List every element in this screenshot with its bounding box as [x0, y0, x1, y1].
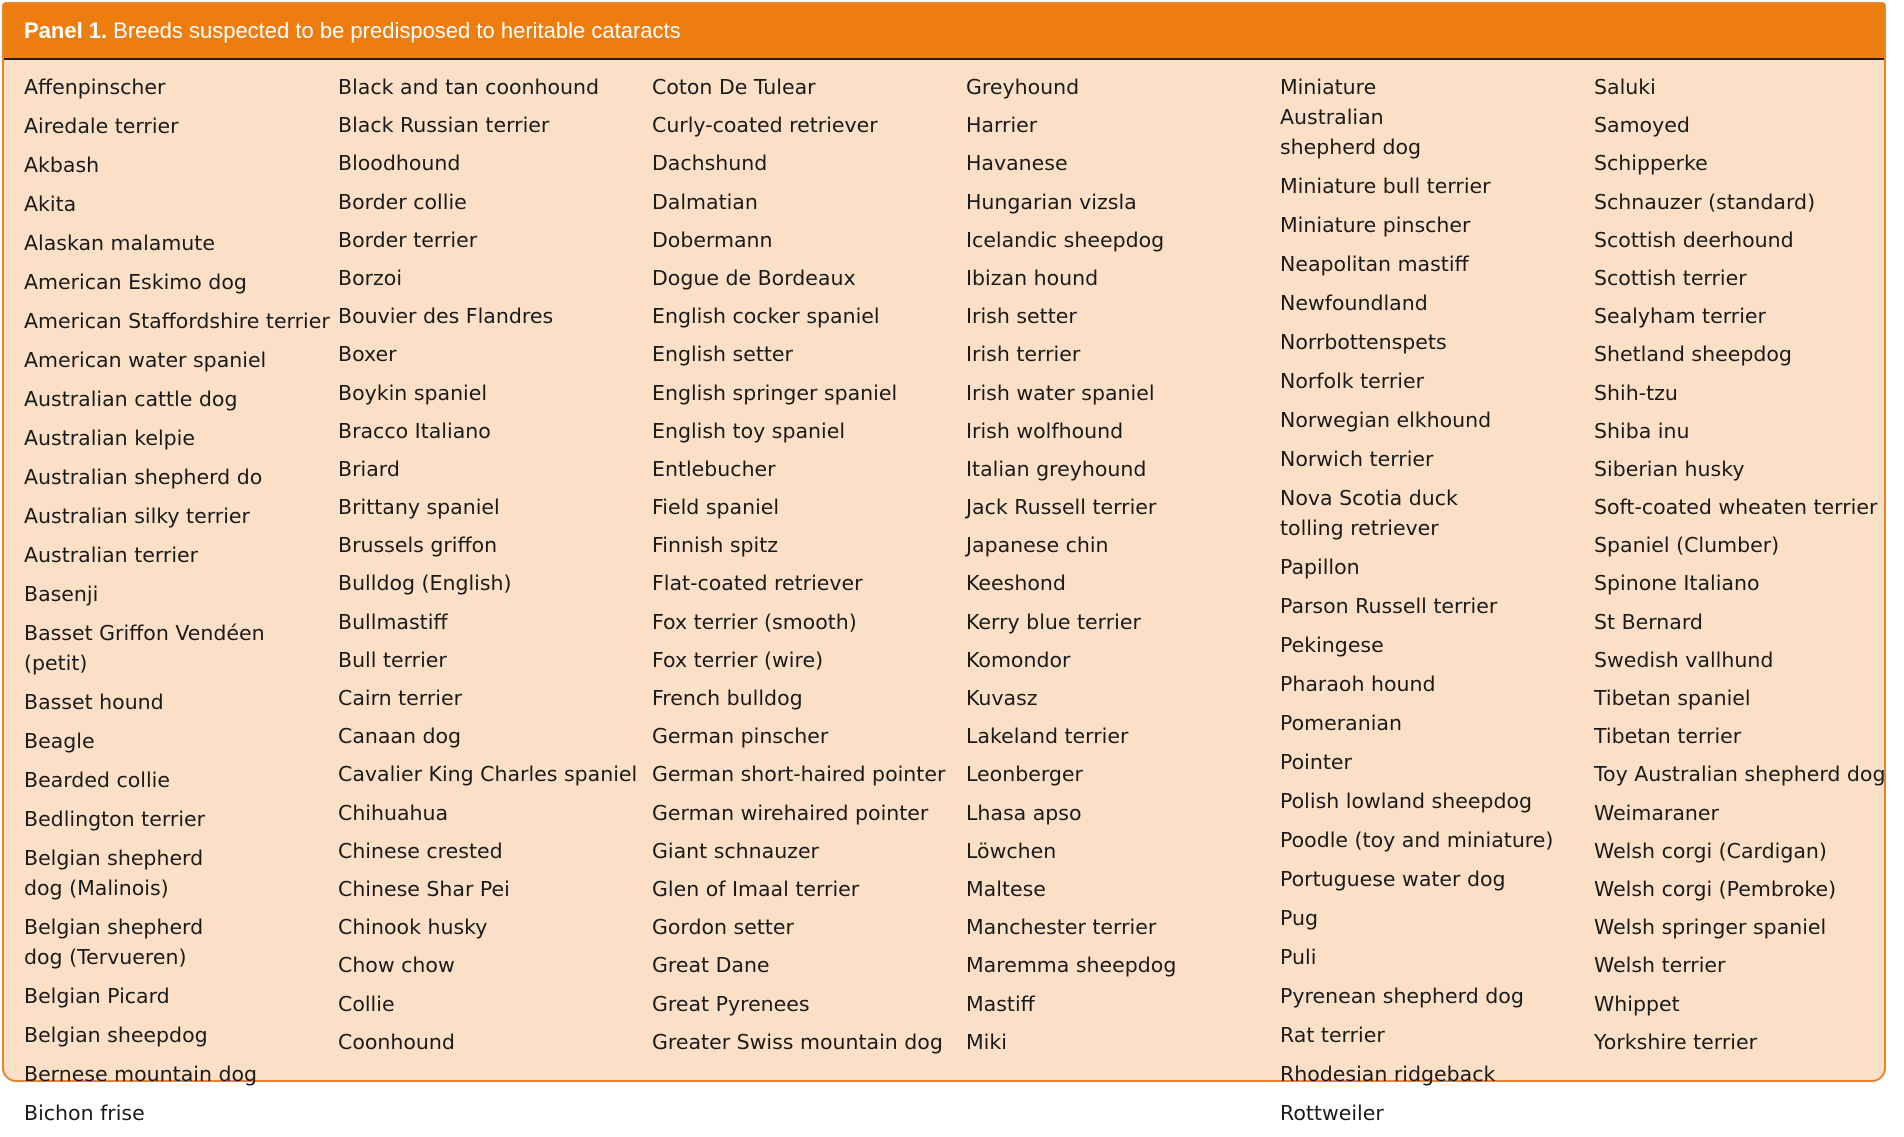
breed-item: English setter — [652, 342, 793, 367]
breed-item: Great Dane — [652, 953, 770, 978]
breed-item: Bouvier des Flandres — [338, 304, 554, 329]
breed-item: Italian greyhound — [966, 456, 1147, 481]
breed-item: Portuguese water dog — [1280, 867, 1506, 891]
breed-item: German wirehaired pointer — [652, 800, 929, 825]
breed-item: German short-haired pointer — [652, 762, 946, 787]
breed-item: Pomeranian — [1280, 711, 1402, 735]
breed-item: Sealyham terrier — [1594, 304, 1766, 329]
breed-item: Irish terrier — [966, 342, 1081, 367]
breed-item: Great Pyrenees — [652, 991, 810, 1016]
breed-item: Siberian husky — [1594, 456, 1745, 481]
breed-item: Lhasa apso — [966, 800, 1082, 825]
breed-item: Rat terrier — [1280, 1023, 1385, 1047]
breed-item: Neapolitan mastiff — [1280, 252, 1469, 276]
breed-item: Airedale terrier — [24, 114, 179, 138]
breed-item: Irish wolfhound — [966, 418, 1124, 443]
breed-column-3 — [652, 72, 962, 1065]
breed-item: Australian terrier — [24, 543, 199, 567]
breed-item: Polish lowland sheepdog — [1280, 789, 1533, 813]
breed-item: Scottish deerhound — [1594, 227, 1794, 252]
breed-item: Belgian shepherd dog (Tervueren) — [24, 915, 204, 969]
breed-item: Bullmastiff — [338, 609, 448, 634]
panel-title: Breeds suspected to be predisposed to heritable cataracts — [113, 18, 681, 43]
breed-item: Bracco Italiano — [338, 418, 491, 443]
breed-item: Australian kelpie — [24, 426, 195, 450]
breed-item: Soft-coated wheaten terrier — [1594, 495, 1878, 520]
breed-item: Rhodesian ridgeback — [1280, 1062, 1496, 1086]
breed-item: Leonberger — [966, 762, 1083, 787]
breed-item: Briard — [338, 456, 400, 481]
breed-item: Kerry blue terrier — [966, 609, 1141, 634]
breed-item: Brittany spaniel — [338, 495, 500, 520]
breed-item: American Staffordshire terrier — [24, 309, 330, 333]
breed-item: Alaskan malamute — [24, 231, 215, 255]
panel-header — [4, 4, 1884, 60]
breed-item: Chinese Shar Pei — [338, 876, 510, 901]
breed-item: Bulldog (English) — [338, 571, 512, 596]
breed-column-1 — [24, 72, 334, 1137]
breed-item: Chinook husky — [338, 915, 488, 940]
breed-item: Pyrenean shepherd dog — [1280, 984, 1524, 1008]
breed-item: American water spaniel — [24, 348, 267, 372]
breed-item: French bulldog — [652, 686, 803, 710]
breed-item: Toy Australian shepherd dog — [1594, 762, 1886, 787]
breed-item: Bull terrier — [338, 647, 447, 672]
breed-column-6 — [1594, 72, 1904, 1065]
breed-item: Komondor — [966, 647, 1071, 672]
breed-item: Canaan dog — [338, 724, 462, 749]
breed-item: Belgian sheepdog — [24, 1023, 208, 1047]
breed-item: Spaniel (Clumber) — [1594, 533, 1780, 558]
breed-item: Welsh corgi (Pembroke) — [1594, 876, 1837, 901]
breed-item: American Eskimo dog — [24, 270, 247, 294]
breed-item: Black and tan coonhound — [338, 75, 600, 99]
breed-item: Welsh springer spaniel — [1594, 915, 1827, 940]
breed-item: Collie — [338, 991, 395, 1016]
breed-column-2 — [338, 72, 648, 1065]
breed-item: Greater Swiss mountain dog — [652, 1029, 943, 1054]
breed-item: Chihuahua — [338, 800, 449, 825]
breed-item: Finnish spitz — [652, 533, 779, 558]
breed-item: Belgian Picard — [24, 984, 170, 1008]
breed-item: Swedish vallhund — [1594, 647, 1774, 672]
breed-item: Pekingese — [1280, 633, 1384, 657]
breed-item: Boykin spaniel — [338, 380, 488, 405]
breed-item: Puli — [1280, 945, 1317, 969]
breed-item: Kuvasz — [966, 686, 1038, 710]
breed-item: Manchester terrier — [966, 915, 1157, 940]
breed-item: Fox terrier (wire) — [652, 647, 824, 672]
breed-item: Australian silky terrier — [24, 504, 250, 528]
panel-label: Panel 1. — [24, 18, 108, 43]
breed-item: Dobermann — [652, 227, 773, 252]
breed-item: St Bernard — [1594, 609, 1703, 634]
breed-item: Lakeland terrier — [966, 724, 1129, 749]
breed-item: Saluki — [1594, 75, 1656, 99]
breed-item: Maltese — [966, 876, 1046, 901]
breed-item: Norwich terrier — [1280, 447, 1434, 471]
breed-item: Miniature Australian shepherd dog — [1280, 75, 1422, 159]
breed-columns — [4, 60, 1886, 1125]
breed-item: Bloodhound — [338, 151, 461, 176]
breed-item: Coonhound — [338, 1029, 455, 1054]
breed-item: Icelandic sheepdog — [966, 227, 1165, 252]
breed-item: Norrbottenspets — [1280, 330, 1447, 354]
breed-item: Mastiff — [966, 991, 1035, 1016]
breed-panel — [2, 2, 1886, 1125]
breed-item: Miniature bull terrier — [1280, 174, 1491, 198]
breed-item: Flat-coated retriever — [652, 571, 863, 596]
breed-item: Dachshund — [652, 151, 768, 176]
breed-item: Black Russian terrier — [338, 113, 550, 138]
breed-item: Border terrier — [338, 227, 478, 252]
breed-item: Scottish terrier — [1594, 265, 1747, 290]
breed-item: Field spaniel — [652, 495, 780, 520]
breed-item: Basset hound — [24, 690, 164, 714]
breed-item: Newfoundland — [1280, 291, 1428, 315]
breed-item: Shih-tzu — [1594, 380, 1678, 405]
breed-item: Dalmatian — [652, 189, 758, 214]
breed-item: Chow chow — [338, 953, 455, 978]
breed-item: Tibetan spaniel — [1594, 686, 1751, 710]
breed-item: Ibizan hound — [966, 265, 1099, 290]
breed-item: Bichon frise — [24, 1101, 145, 1125]
breed-item: Giant schnauzer — [652, 838, 819, 863]
breed-column-4 — [966, 72, 1276, 1065]
breed-item: Schipperke — [1594, 151, 1708, 176]
breed-item: Havanese — [966, 151, 1068, 176]
breed-item: Löwchen — [966, 838, 1057, 863]
breed-item: Bearded collie — [24, 768, 170, 792]
breed-item: Whippet — [1594, 991, 1680, 1016]
breed-item: English toy spaniel — [652, 418, 846, 443]
breed-item: Papillon — [1280, 555, 1360, 579]
breed-item: Nova Scotia duck tolling retriever — [1280, 486, 1458, 540]
breed-item: Weimaraner — [1594, 800, 1719, 825]
breed-item: Basset Griffon Vendéen (petit) — [24, 621, 265, 675]
breed-item: Norwegian elkhound — [1280, 408, 1492, 432]
breed-item: Pharaoh hound — [1280, 672, 1436, 696]
breed-item: Affenpinscher — [24, 75, 166, 99]
breed-item: Maremma sheepdog — [966, 953, 1177, 978]
breed-item: Beagle — [24, 729, 95, 753]
breed-item: Australian shepherd do — [24, 465, 263, 489]
breed-item: Japanese chin — [966, 533, 1109, 558]
breed-item: Poodle (toy and miniature) — [1280, 828, 1554, 852]
breed-item: Norfolk terrier — [1280, 369, 1425, 393]
breed-item: Bedlington terrier — [24, 807, 206, 831]
breed-column-5 — [1280, 72, 1590, 1137]
breed-item: Harrier — [966, 113, 1038, 138]
breed-item: English springer spaniel — [652, 380, 898, 405]
breed-item: Akita — [24, 192, 77, 216]
breed-item: Brussels griffon — [338, 533, 498, 558]
breed-item: Irish water spaniel — [966, 380, 1155, 405]
breed-item: Jack Russell terrier — [966, 495, 1157, 520]
breed-item: Welsh terrier — [1594, 953, 1726, 978]
breed-item: Irish setter — [966, 304, 1077, 329]
breed-item: Spinone Italiano — [1594, 571, 1760, 596]
breed-item: Akbash — [24, 153, 100, 177]
breed-item: Basenji — [24, 582, 99, 606]
breed-item: Cairn terrier — [338, 686, 463, 710]
breed-item: Coton De Tulear — [652, 75, 816, 99]
breed-item: Entlebucher — [652, 456, 776, 481]
breed-item: Miniature pinscher — [1280, 213, 1471, 237]
breed-item: Cavalier King Charles spaniel — [338, 762, 638, 787]
breed-item: Greyhound — [966, 75, 1080, 99]
breed-item: Pointer — [1280, 750, 1352, 774]
breed-item: Hungarian vizsla — [966, 189, 1137, 214]
breed-item: Dogue de Bordeaux — [652, 265, 856, 290]
breed-item: German pinscher — [652, 724, 829, 749]
breed-item: Bernese mountain dog — [24, 1062, 258, 1086]
breed-item: Keeshond — [966, 571, 1066, 596]
breed-item: Parson Russell terrier — [1280, 594, 1498, 618]
breed-item: Shetland sheepdog — [1594, 342, 1792, 367]
breed-item: Borzoi — [338, 265, 403, 290]
breed-item: Miki — [966, 1029, 1007, 1054]
breed-item: Border collie — [338, 189, 467, 214]
breed-item: Chinese crested — [338, 838, 503, 863]
breed-item: Curly-coated retriever — [652, 113, 878, 138]
breed-item: Fox terrier (smooth) — [652, 609, 857, 634]
breed-item: Schnauzer (standard) — [1594, 189, 1816, 214]
breed-item: Samoyed — [1594, 113, 1690, 138]
breed-item: Pug — [1280, 906, 1319, 930]
breed-item: Yorkshire terrier — [1594, 1029, 1757, 1054]
breed-item: Tibetan terrier — [1594, 724, 1742, 749]
breed-item: Australian cattle dog — [24, 387, 238, 411]
breed-item: Shiba inu — [1594, 418, 1690, 443]
breed-item: Boxer — [338, 342, 397, 367]
breed-item: Gordon setter — [652, 915, 794, 940]
breed-item: Rottweiler — [1280, 1101, 1384, 1125]
breed-item: Belgian shepherd dog (Malinois) — [24, 846, 204, 900]
breed-item: Welsh corgi (Cardigan) — [1594, 838, 1827, 863]
breed-item: Glen of Imaal terrier — [652, 876, 860, 901]
breed-item: English cocker spaniel — [652, 304, 880, 329]
